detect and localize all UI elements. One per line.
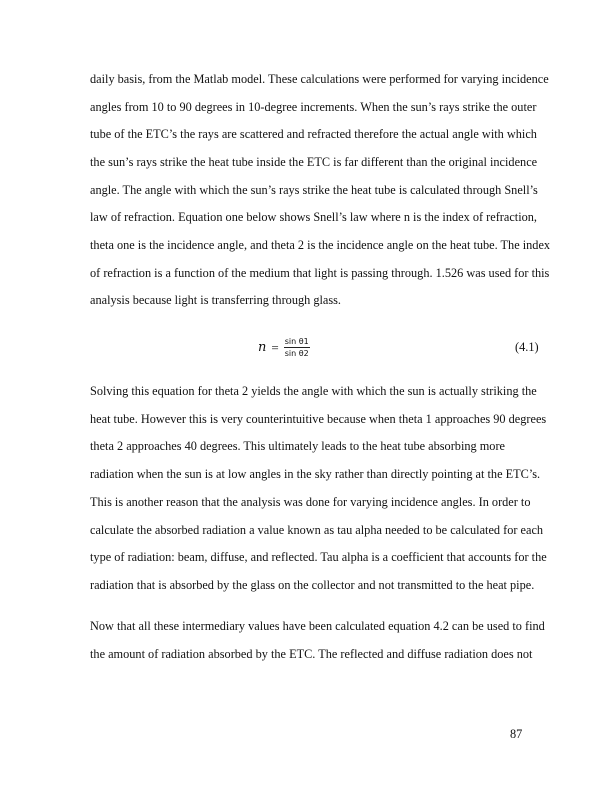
text-line: Now that all these intermediary values have been calculated equation 4.2 can be used to find: [90, 619, 545, 633]
text-line: tube of the ETC’s the rays are scattered and refracted therefore the actual angle with which: [90, 127, 537, 141]
equation-lhs: n: [258, 340, 267, 355]
text-line: calculate the absorbed radiation a value known as tau alpha needed to be calculated for each: [90, 523, 544, 537]
text-line: Solving this equation for theta 2 yields the angle with which the sun is actually striking the: [90, 384, 537, 398]
equation-number: (4.1): [515, 340, 539, 354]
text-line: analysis because light is transferring through glass.: [90, 293, 342, 307]
text-line: theta 2 approaches 40 degrees. This ultimately leads to the heat tube absorbing more: [90, 439, 506, 453]
text-line: theta one is the incidence angle, and theta 2 is the incidence angle on the heat tube. The index: [90, 238, 551, 252]
equation-snells-law: [258, 336, 310, 359]
text-line: heat tube. However this is very counterintuitive because when theta 1 approaches 90 degrees: [90, 412, 547, 426]
equation-equals: =: [271, 339, 279, 355]
text-line: daily basis, from the Matlab model. These calculations were performed for varying incidence: [90, 72, 549, 86]
text-line: law of refraction. Equation one below shows Snell’s law where n is the index of refraction,: [90, 210, 537, 224]
equation-numerator: sin θ1: [284, 337, 309, 346]
page-number: 87: [510, 727, 523, 741]
equation-fraction: [284, 336, 310, 359]
text-line: This is another reason that the analysis was done for varying incidence angles. In order to: [90, 495, 531, 509]
text-line: type of radiation: beam, diffuse, and reflected. Tau alpha is a coefficient that accounts for the: [90, 550, 547, 564]
text-line: the amount of radiation absorbed by the ETC. The reflected and diffuse radiation does not: [90, 647, 533, 661]
text-line: of refraction is a function of the medium that light is passing through. 1.526 was used for this: [90, 266, 550, 280]
text-line: radiation when the sun is at low angles in the sky rather than directly pointing at the ETC’s.: [90, 467, 541, 481]
text-line: angles from 10 to 90 degrees in 10-degree increments. When the sun’s rays strike the outer: [90, 100, 537, 114]
text-line: radiation that is absorbed by the glass on the collector and not transmitted to the heat pipe.: [90, 578, 535, 592]
text-line: angle. The angle with which the sun’s rays strike the heat tube is calculated through Snell’s: [90, 183, 538, 197]
equation-denominator: sin θ2: [284, 349, 309, 358]
text-line: the sun’s rays strike the heat tube inside the ETC is far different than the original incidence: [90, 155, 538, 169]
